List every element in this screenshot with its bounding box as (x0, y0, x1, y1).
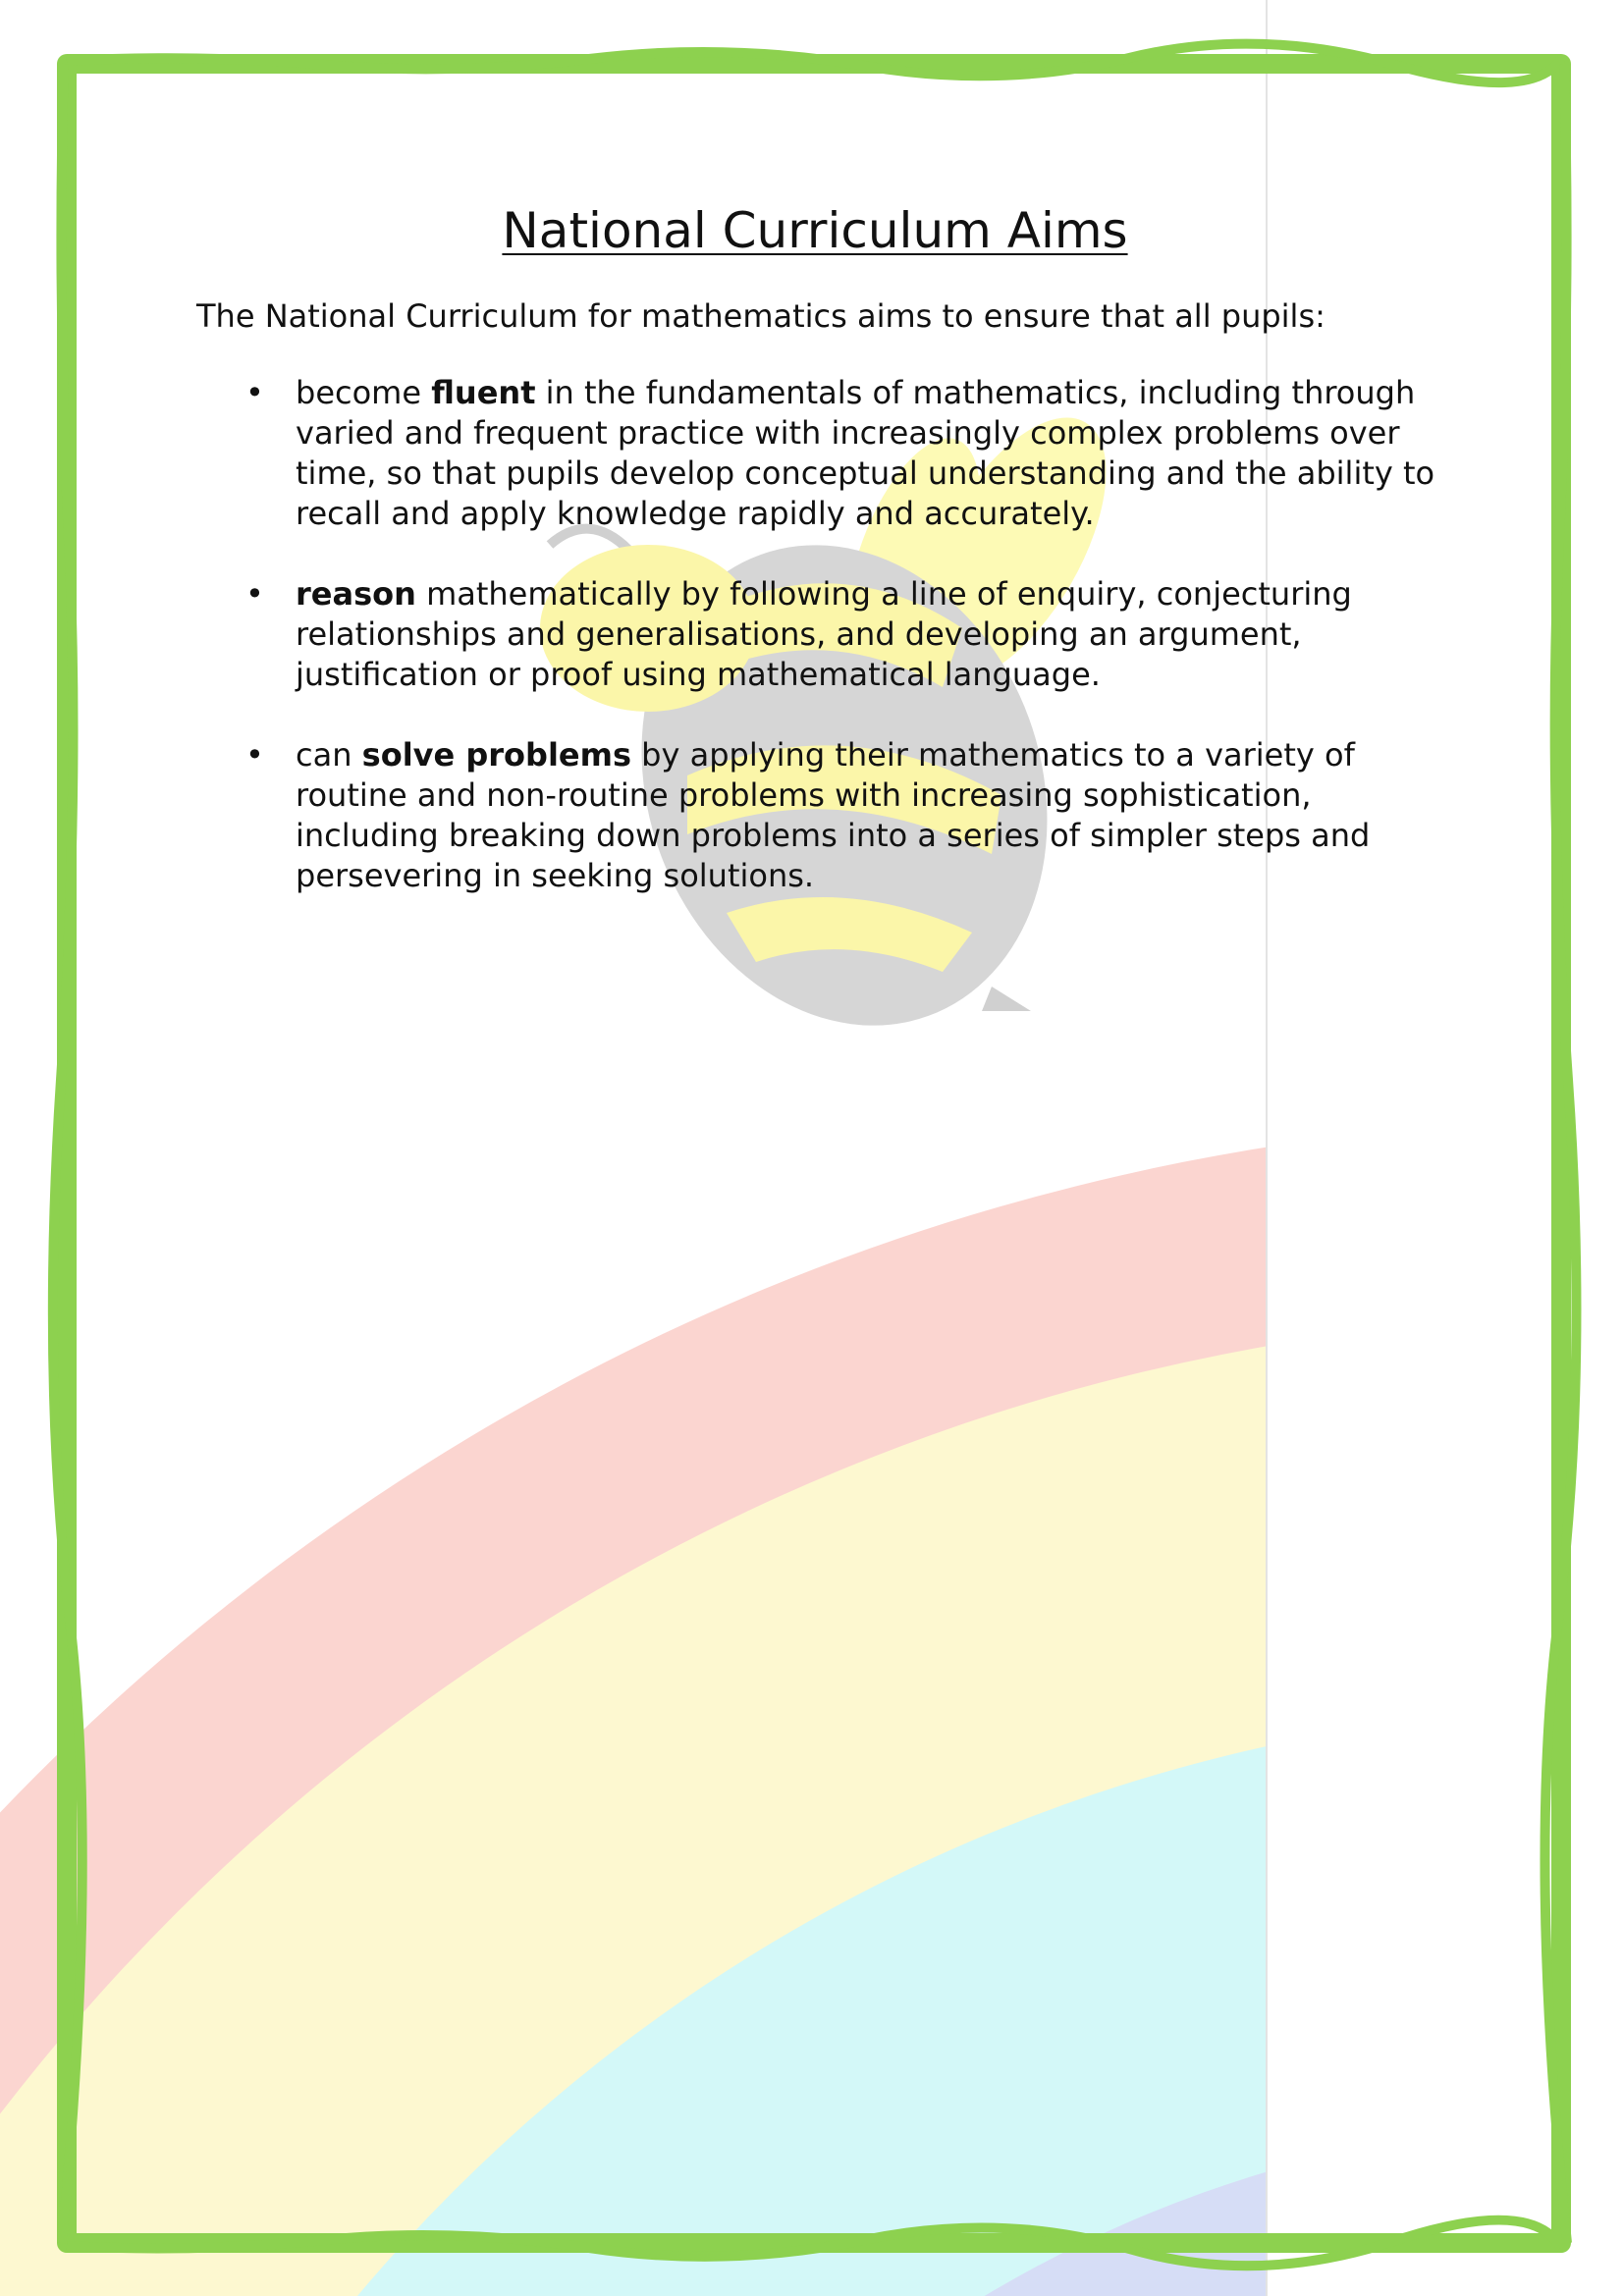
intro-text: The National Curriculum for mathematics aims to ensure that all pupils: (196, 297, 1325, 335)
aim-item-solve-problems (196, 735, 1454, 896)
aim-keyword: reason (296, 575, 416, 613)
aim-keyword: fluent (431, 374, 536, 411)
bullet-icon: • (245, 575, 264, 613)
bullet-icon: • (245, 736, 264, 774)
aim-text-after: by applying their mathematics to a variety of routine and non-routine problems with increasing sophistication, including breaking down problems into a series of simpler steps and persevering in seeking solutions. (296, 736, 1371, 894)
aim-text-after: in the fundamentals of mathematics, including through varied and frequent practice with increasingly complex problems over time, so that pupils develop conceptual understanding and the ability to recall and apply knowledge rapidly and accurately. (296, 374, 1435, 532)
aims-list (196, 373, 1473, 936)
aim-text-before: become (296, 374, 432, 411)
aim-text-before: can (296, 736, 362, 774)
aim-keyword: solve problems (361, 736, 631, 774)
aim-item-reason (196, 574, 1454, 695)
bullet-icon: • (245, 374, 264, 411)
aim-item-fluent (196, 373, 1454, 534)
page-title: National Curriculum Aims (502, 202, 1128, 259)
aim-text-after: mathematically by following a line of enquiry, conjecturing relationships and generalisations, and developing an argument, justification or proof using mathematical language. (296, 575, 1352, 693)
